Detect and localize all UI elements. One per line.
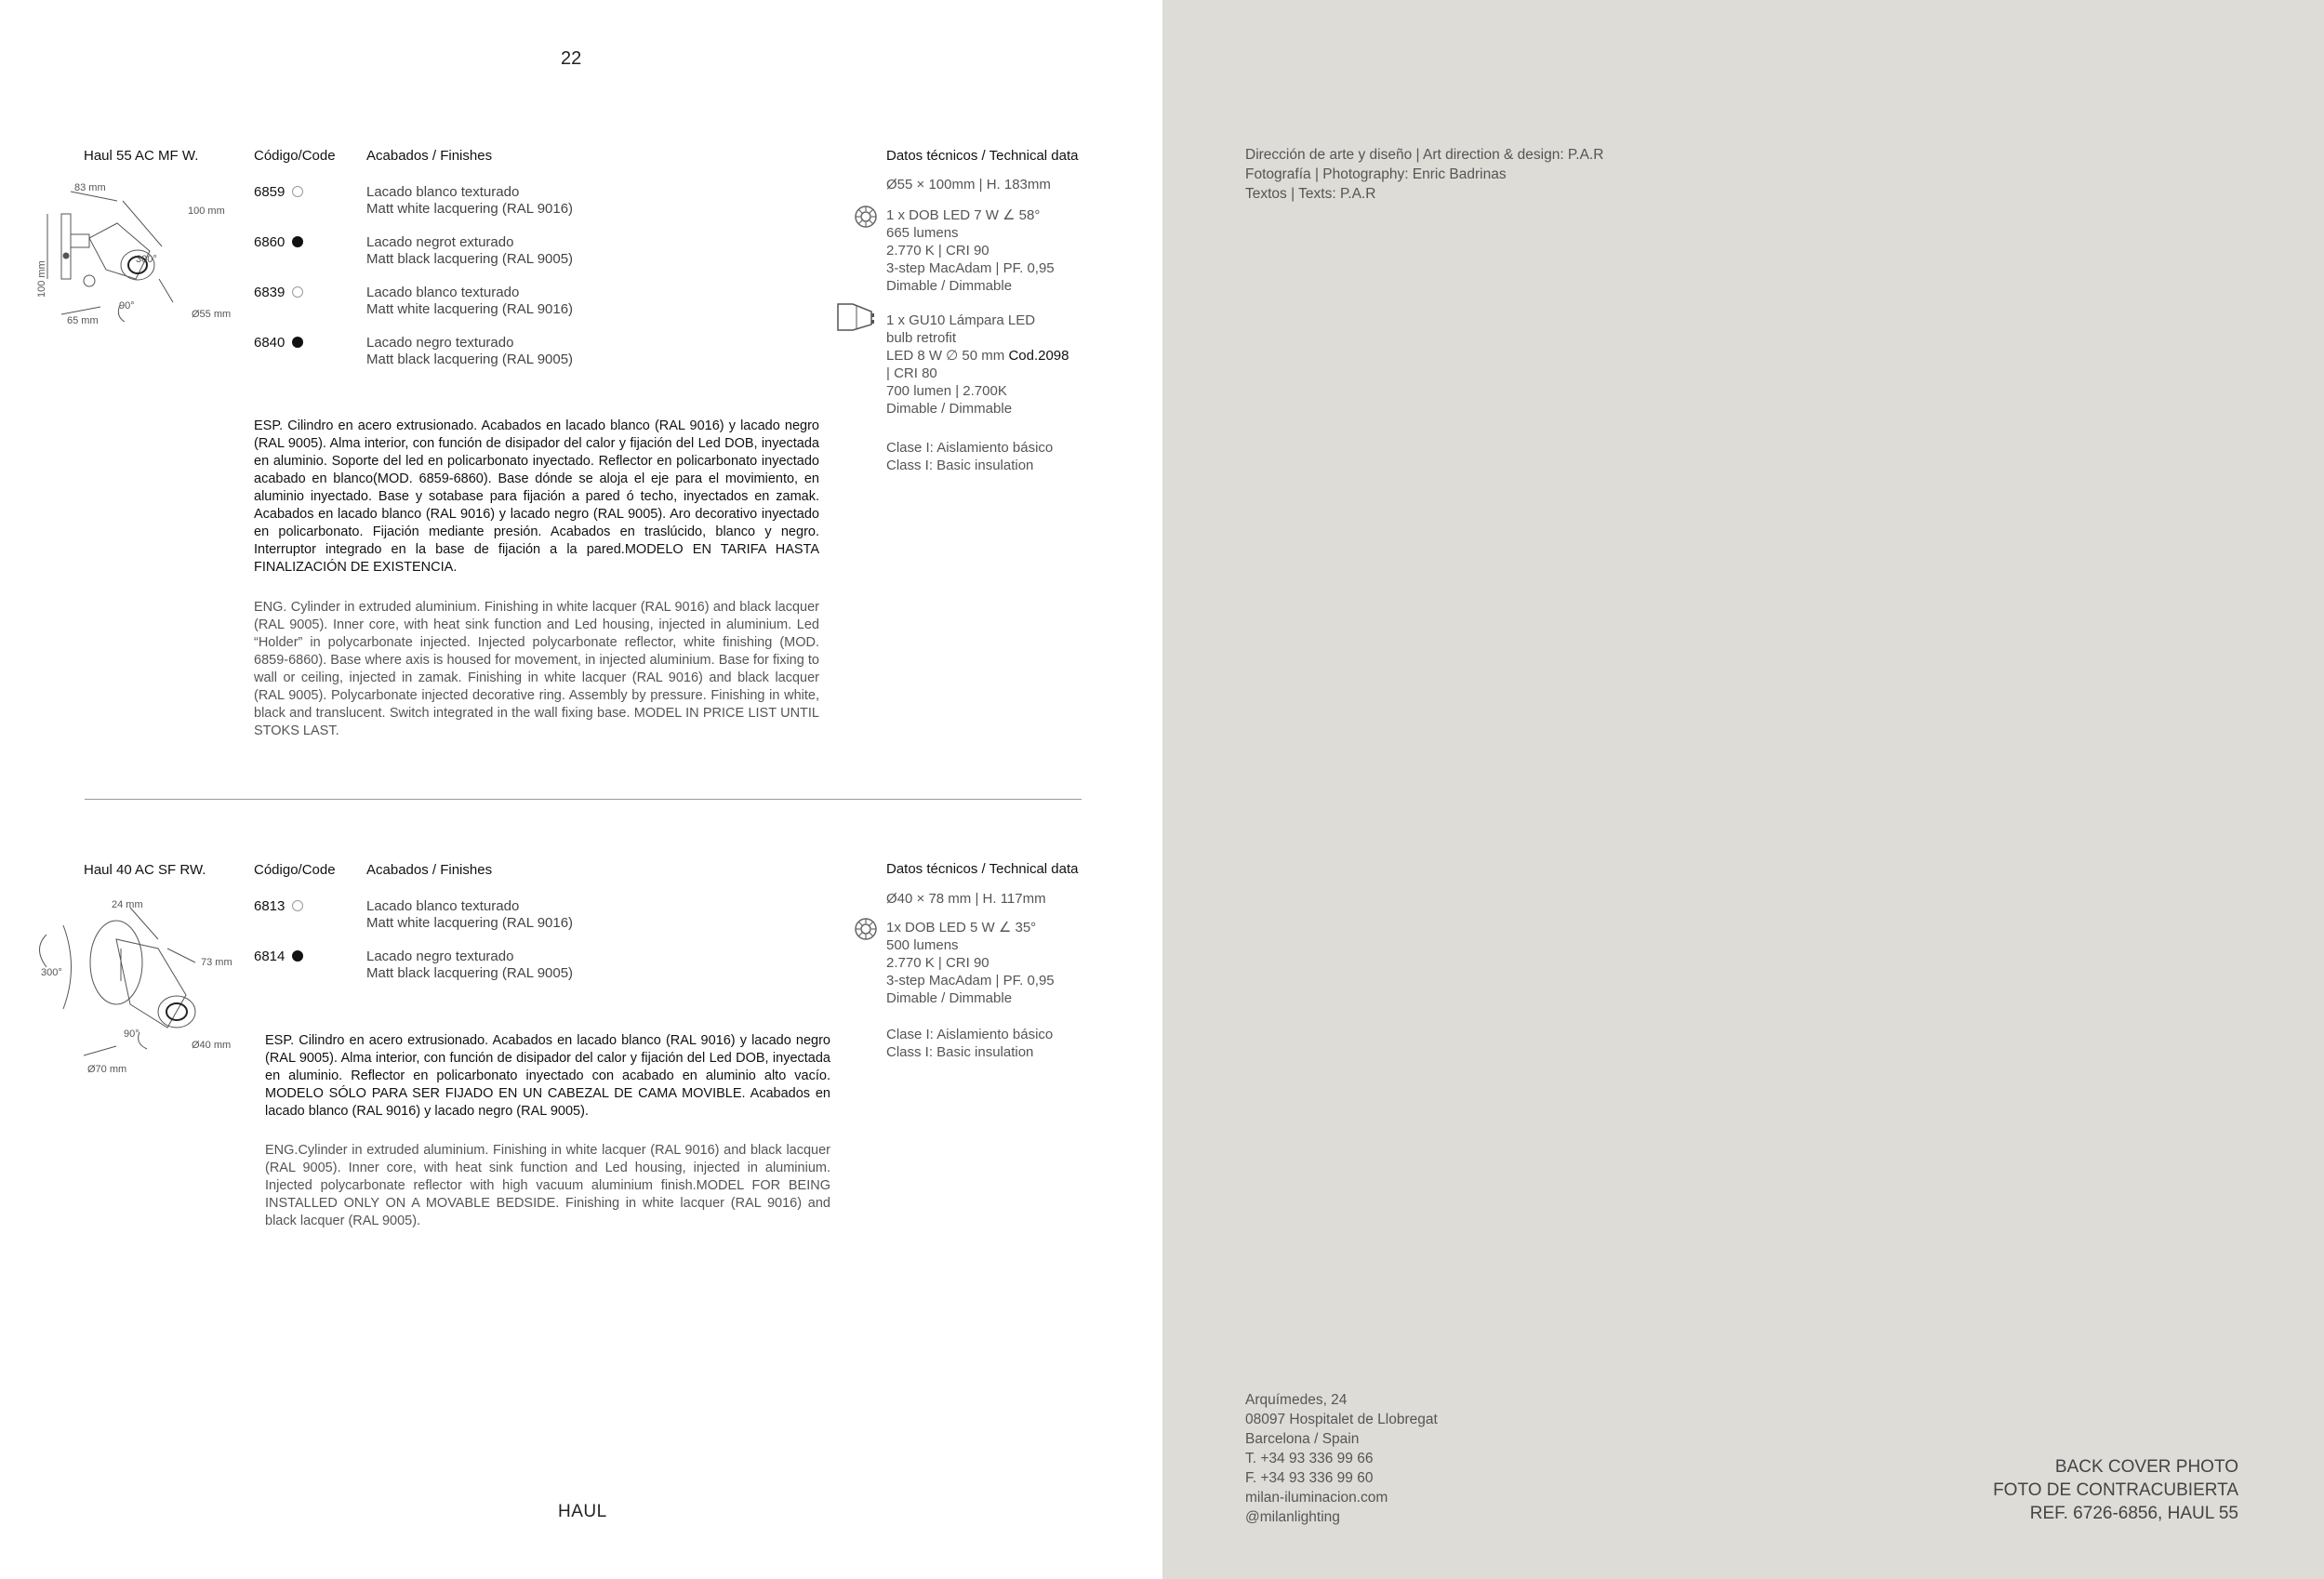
- product2-dim-2: 73 mm: [201, 957, 232, 968]
- product1-dim-6: Ø55 mm: [192, 309, 232, 320]
- finish-en: Matt black lacquering (RAL 9005): [366, 352, 574, 367]
- address-line: 08097 Hospitalet de Llobregat: [1245, 1412, 1438, 1427]
- page-number: 22: [561, 48, 582, 69]
- back-cover-caption: [1993, 1455, 2238, 1525]
- black-finish-dot: [292, 236, 303, 247]
- product2-led1: [886, 919, 1055, 1007]
- product2-code-header: Código/Code: [254, 862, 336, 878]
- finish-es: Lacado negrot exturado: [366, 234, 514, 250]
- product2-dim-5: Ø40 mm: [192, 1040, 232, 1051]
- led-spec-line: | CRI 80: [886, 365, 937, 381]
- finish-en: Matt white lacquering (RAL 9016): [366, 915, 574, 931]
- class-es: Clase I: Aislamiento básico: [886, 440, 1054, 456]
- address-line: Arquímedes, 24: [1245, 1392, 1348, 1408]
- social-handle[interactable]: @milanlighting: [1245, 1509, 1340, 1525]
- product2-dim-3: 300°: [41, 967, 62, 978]
- white-finish-dot: [292, 186, 303, 197]
- product2-size: Ø40 × 78 mm | H. 117mm: [886, 891, 1046, 907]
- gu10-bulb-icon: [834, 300, 875, 334]
- product2-technical-drawing: [28, 893, 242, 1079]
- caption-line: BACK COVER PHOTO: [2054, 1457, 2238, 1477]
- item-code: 6859: [254, 184, 286, 200]
- led-spec-line: 3-step MacAdam | PF. 0,95: [886, 260, 1055, 276]
- product1-name: Haul 55 AC MF W.: [84, 148, 199, 164]
- product1-size: Ø55 × 100mm | H. 183mm: [886, 177, 1051, 192]
- caption-line: FOTO DE CONTRACUBIERTA: [1993, 1480, 2238, 1500]
- led-spec-line: 1 x DOB LED 7 W ∠ 58°: [886, 207, 1041, 223]
- product1-item-finish: [366, 234, 573, 268]
- product2-item: [254, 898, 303, 915]
- phone: T. +34 93 336 99 66: [1245, 1451, 1374, 1466]
- led-spec-line: 1 x GU10 Lámpara LED: [886, 312, 1036, 328]
- product1-item: [254, 335, 303, 352]
- led-chip-icon: [854, 205, 878, 229]
- led-spec-line: [886, 347, 1069, 365]
- led-spec-line: Dimable / Dimmable: [886, 990, 1013, 1006]
- product1-description-en: ENG. Cylinder in extruded aluminium. Finishing in white lacquer (RAL 9016) and black lacquer (RAL 9005). Inner core, with heat sink function and Led housing, injected in aluminium. Led “Holder” in polycarbonate injected. Injected polycarbonate reflector, white finishing (MOD. 6859-6860). Base where axis is housed for movement, in injected aluminium. Base for fixing to wall or ceiling, injected in zamak. Finishing in white lacquer (RAL 9016) and black lacquer (RAL 9005). Polycarbonate injected decorative ring. Assembly by pressure. Finishing in white, black and translucent. Switch integrated in the wall fixing base. MODEL IN PRICE LIST UNTIL STOKS LAST.: [254, 600, 819, 738]
- class-es: Clase I: Aislamiento básico: [886, 1027, 1054, 1042]
- led-spec-line: Dimable / Dimmable: [886, 278, 1013, 294]
- finish-en: Matt white lacquering (RAL 9016): [366, 301, 574, 317]
- led-chip-icon: [854, 917, 878, 941]
- finish-en: Matt black lacquering (RAL 9005): [366, 251, 574, 267]
- credits: [1245, 145, 1603, 204]
- product2-finishes-header: Acabados / Finishes: [366, 862, 493, 878]
- finish-en: Matt white lacquering (RAL 9016): [366, 201, 574, 217]
- section-divider: [85, 799, 1082, 800]
- product1-class: [886, 439, 1053, 474]
- product1-item: [254, 234, 303, 251]
- item-code: 6813: [254, 898, 286, 914]
- product1-dim-3: 300°: [136, 254, 157, 265]
- product1-tech-header: Datos técnicos / Technical data: [886, 148, 1079, 164]
- right-page: [1162, 0, 2324, 1579]
- led-spec-line: 665 lumens: [886, 225, 959, 241]
- finish-es: Lacado blanco texturado: [366, 898, 520, 914]
- product1-item: [254, 285, 303, 301]
- led-spec-line: bulb retrofit: [886, 330, 957, 346]
- caption-line: REF. 6726-6856, HAUL 55: [2029, 1504, 2238, 1523]
- product2-dim-6: Ø70 mm: [87, 1064, 127, 1075]
- white-finish-dot: [292, 286, 303, 298]
- led-spec-text: LED 8 W ∅ 50 mm: [886, 348, 1005, 364]
- finish-es: Lacado blanco texturado: [366, 285, 520, 300]
- credit-line: Dirección de arte y diseño | Art direction & design: P.A.R: [1245, 147, 1604, 163]
- finish-en: Matt black lacquering (RAL 9005): [366, 965, 574, 981]
- product2-name: Haul 40 AC SF RW.: [84, 862, 206, 878]
- item-code: 6814: [254, 949, 286, 964]
- product1-technical-drawing: [33, 177, 238, 335]
- finish-es: Lacado negro texturado: [366, 949, 514, 964]
- credit-line: Textos | Texts: P.A.R: [1245, 186, 1376, 202]
- product2-dim-4: 90°: [124, 1028, 139, 1040]
- page-footer: HAUL: [558, 1502, 607, 1521]
- website-link[interactable]: milan-iluminacion.com: [1245, 1490, 1388, 1506]
- product1-code-header: Código/Code: [254, 148, 336, 164]
- product2-description-en: ENG.Cylinder in extruded aluminium. Finishing in white lacquer (RAL 9016) and black lacquer (RAL 9005). Inner core, with heat sink function and Led housing, injected in aluminium. Injected polycarbonate reflector with high vacuum aluminium finish.MODEL FOR BEING INSTALLED ONLY ON A MOVABLE BEDSIDE. Finishing in white lacquer (RAL 9016) and black lacquer (RAL 9005).: [265, 1143, 830, 1228]
- product2-class: [886, 1026, 1053, 1061]
- address-line: Barcelona / Spain: [1245, 1431, 1360, 1447]
- item-code: 6840: [254, 335, 286, 351]
- class-en: Class I: Basic insulation: [886, 458, 1034, 473]
- product1-item-finish: [366, 184, 573, 218]
- led-code: Cod.2098: [1008, 348, 1069, 364]
- product1-item-finish: [366, 335, 573, 368]
- product2-description-es: ESP. Cilindro en acero extrusionado. Acabados en lacado blanco (RAL 9016) y lacado negro (RAL 9005). Alma interior, con función de disipador del calor y fijación del Led DOB, inyectada en aluminio. Reflector en policarbonato inyectado con acabado en aluminio alto vacío. MODELO SÓLO PARA SER FIJADO EN UN CABEZAL DE CAMA MOVIBLE. Acabados en lacado blanco (RAL 9016) y lacado negro (RAL 9005).: [265, 1033, 830, 1119]
- credit-line: Fotografía | Photography: Enric Badrinas: [1245, 166, 1507, 182]
- product1-led1: [886, 206, 1055, 295]
- product1-item-finish: [366, 285, 573, 318]
- finish-es: Lacado negro texturado: [366, 335, 514, 351]
- item-code: 6860: [254, 234, 286, 250]
- product1-item: [254, 184, 303, 201]
- led-spec-line: 3-step MacAdam | PF. 0,95: [886, 973, 1055, 989]
- product2-item-finish: [366, 949, 573, 982]
- led-spec-line: 700 lumen | 2.700K: [886, 383, 1007, 399]
- product1-dim-5: 90°: [119, 300, 135, 312]
- led-spec-line: Dimable / Dimmable: [886, 401, 1013, 417]
- led-spec-line: 2.770 K | CRI 90: [886, 955, 989, 971]
- black-finish-dot: [292, 337, 303, 348]
- product1-dim-4: 100 mm: [36, 260, 47, 298]
- product2-tech-header: Datos técnicos / Technical data: [886, 861, 1079, 877]
- product1-dim-7: 65 mm: [67, 315, 99, 326]
- item-code: 6839: [254, 285, 286, 300]
- product1-dim-1: 83 mm: [74, 182, 106, 193]
- white-finish-dot: [292, 900, 303, 911]
- address-block: [1245, 1390, 1438, 1527]
- product2-item-finish: [366, 898, 573, 932]
- product1-finishes-header: Acabados / Finishes: [366, 148, 493, 164]
- product2-dim-1: 24 mm: [112, 899, 143, 910]
- product1-led2: [886, 312, 1069, 418]
- led-spec-line: 500 lumens: [886, 937, 959, 953]
- product2-item: [254, 949, 303, 965]
- class-en: Class I: Basic insulation: [886, 1044, 1034, 1060]
- led-spec-line: 1x DOB LED 5 W ∠ 35°: [886, 920, 1037, 935]
- led-spec-line: 2.770 K | CRI 90: [886, 243, 989, 259]
- fax: F. +34 93 336 99 60: [1245, 1470, 1374, 1486]
- product1-dim-2: 100 mm: [188, 206, 225, 217]
- product1-description-es: ESP. Cilindro en acero extrusionado. Acabados en lacado blanco (RAL 9016) y lacado negro (RAL 9005). Alma interior, con función de disipador del calor y fijación del Led DOB, inyectada en aluminio. Soporte del led en policarbonato inyectado. Reflector en policarbonato inyectado acabado en blanco(MOD. 6859-6860). Base dónde se aloja el eje para el movimiento, en aluminio inyectado. Base y sotabase para fijación a pared ó techo, inyectados en zamak. Acabados en lacado blanco (RAL 9016) y lacado negro (RAL 9005). Aro decorativo inyectado en policarbonato. Fijación mediante presión. Acabados en traslúcido, blanco y negro. Interruptor integrado en la base de fijación a la pared.MODELO EN TARIFA HASTA FINALIZACIÓN DE EXISTENCIA.: [254, 418, 819, 575]
- black-finish-dot: [292, 950, 303, 962]
- finish-es: Lacado blanco texturado: [366, 184, 520, 200]
